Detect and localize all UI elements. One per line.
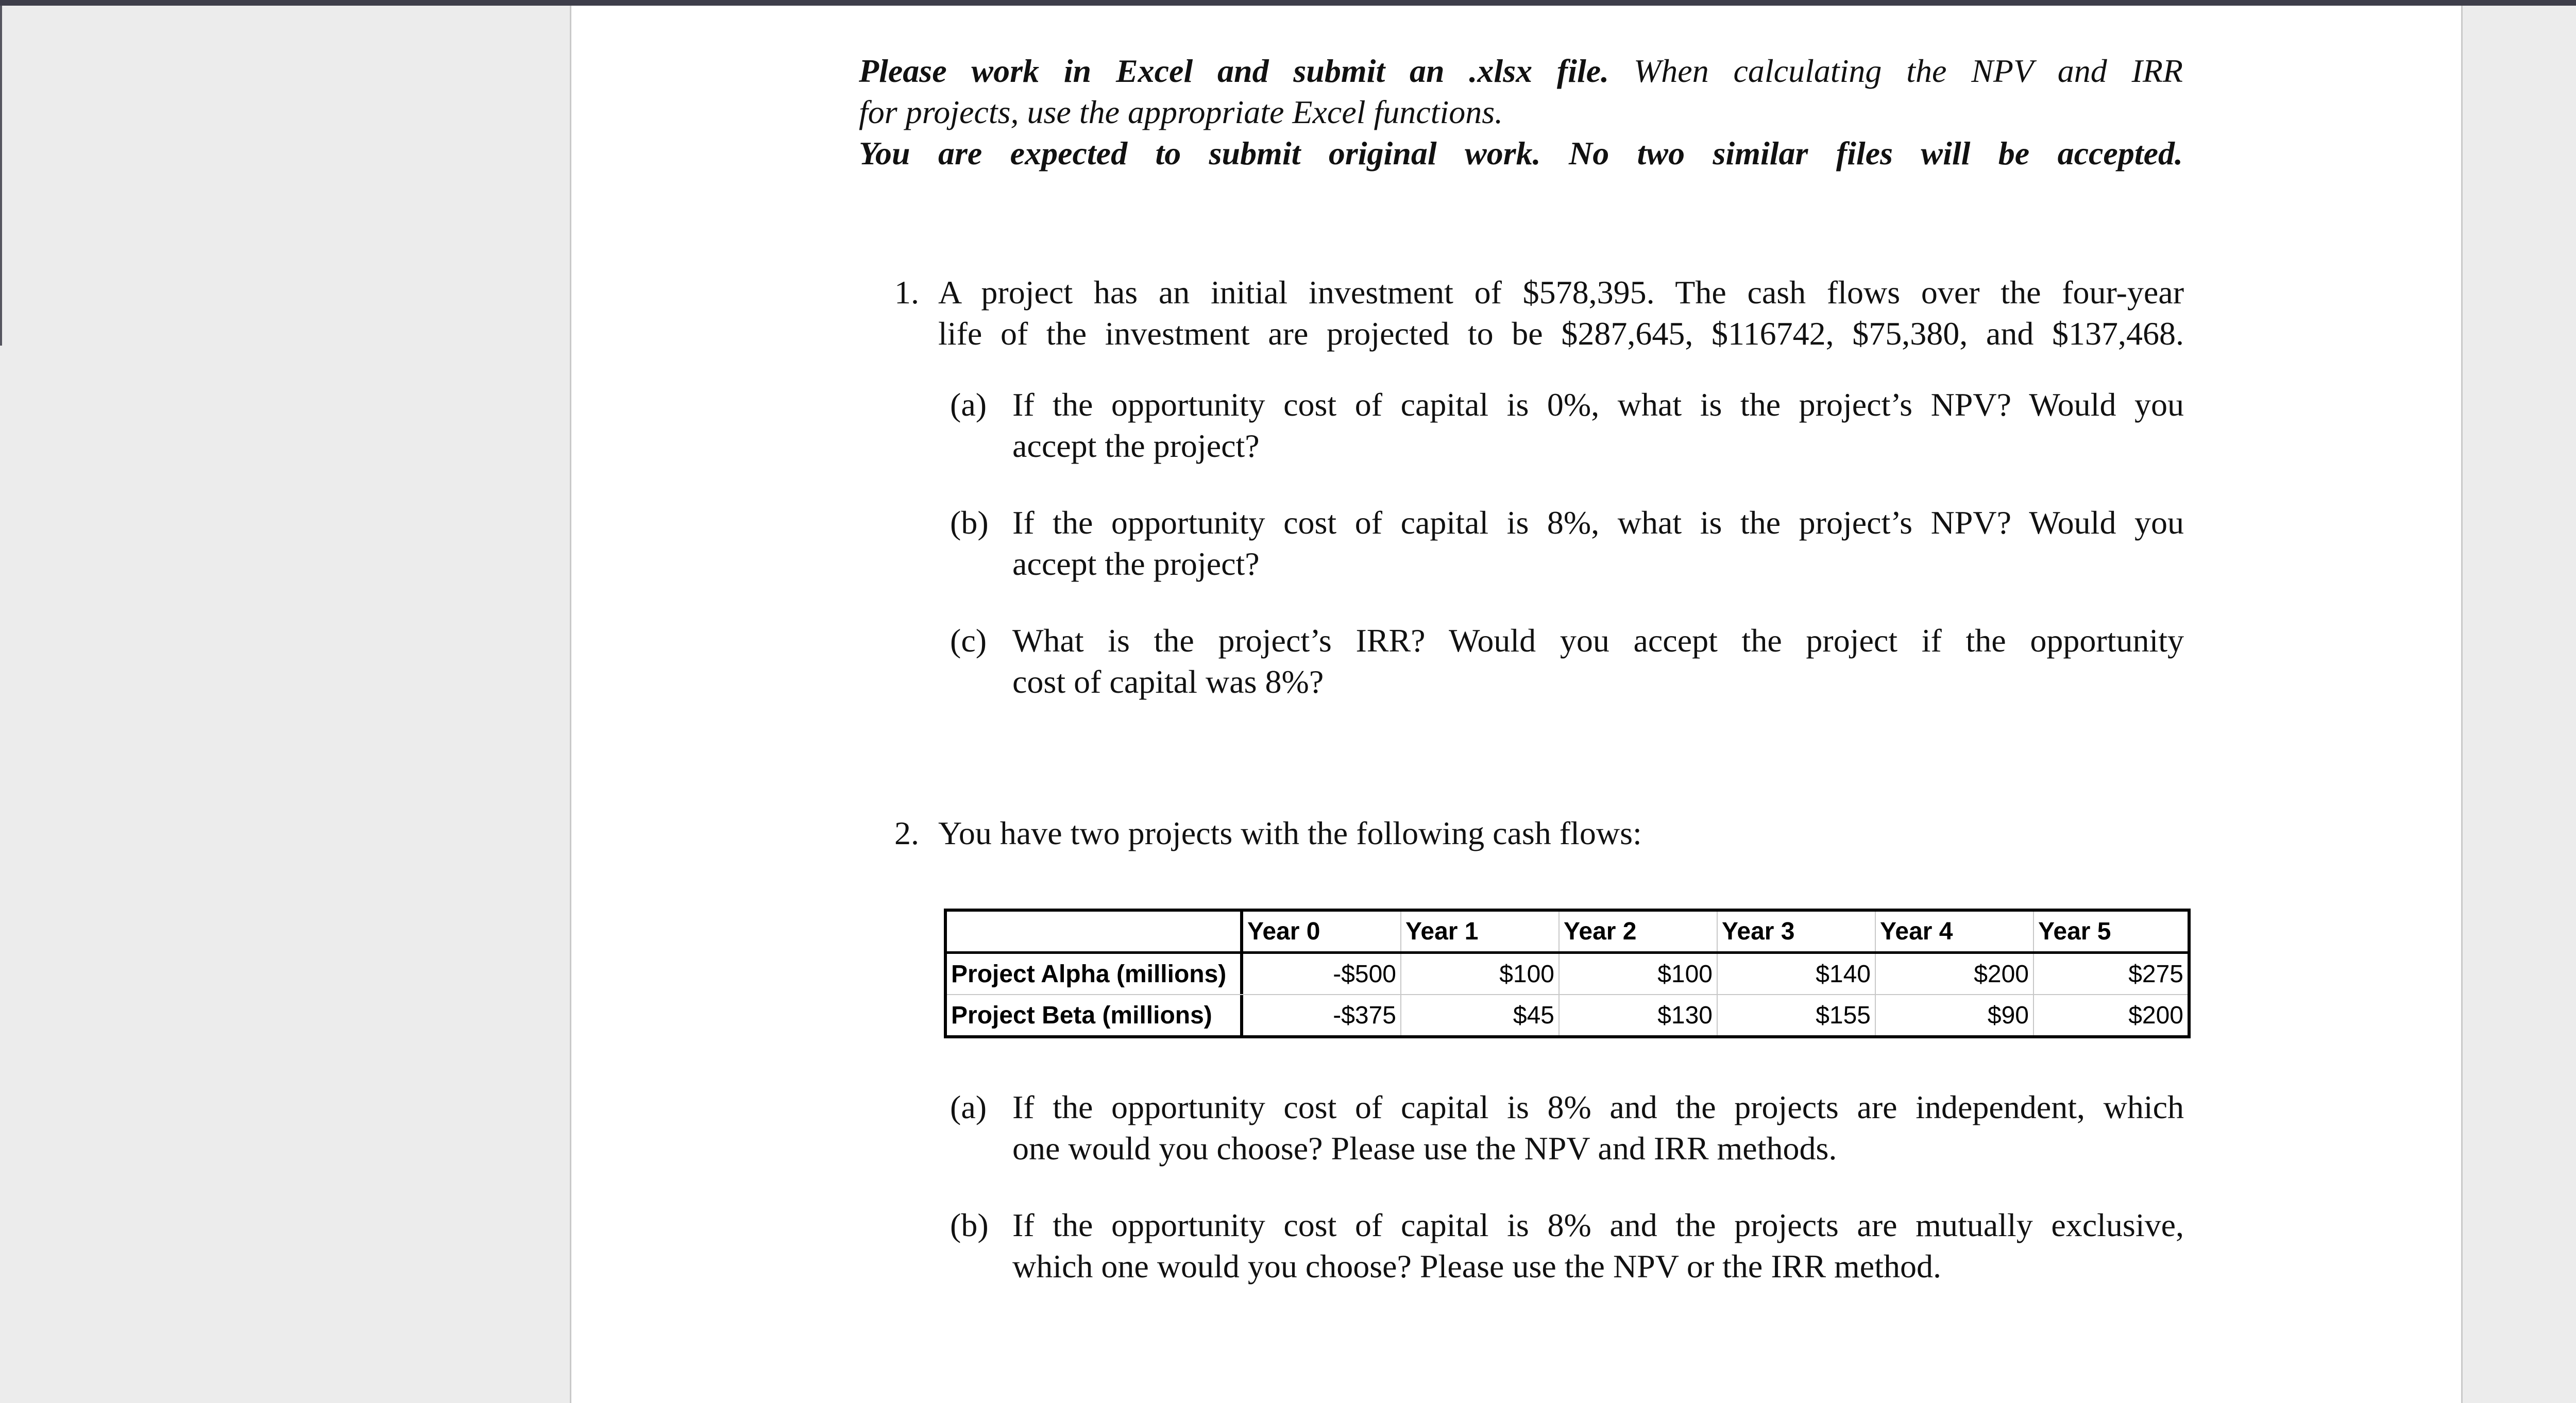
- table-row: [947, 954, 2188, 995]
- instructions-line-3: You are expected to submit original work. No two similar files will be accepted.: [859, 135, 2183, 172]
- question-1-number: 1.: [894, 274, 919, 311]
- question-1c-line-1: What is the project’s IRR? Would you accept the project if the opportunity: [1012, 622, 2184, 659]
- table-cell: $140: [1718, 954, 1876, 994]
- question-1b-line-2: accept the project?: [1012, 545, 1260, 582]
- instructions: [859, 50, 2183, 174]
- table-cell: $200: [1876, 954, 2034, 994]
- table-header-cell: Year 3: [1718, 912, 1876, 951]
- table-row-label: Project Alpha (millions): [947, 954, 1243, 994]
- question-2a-label: (a): [950, 1089, 987, 1125]
- question-1b-label: (b): [950, 504, 989, 541]
- question-1a-label: (a): [950, 386, 987, 423]
- table-cell: $155: [1718, 995, 1876, 1035]
- table-cell: $130: [1560, 995, 1718, 1035]
- instructions-line-2: for projects, use the appropriate Excel functions.: [859, 94, 1503, 130]
- document-page: [570, 6, 2463, 1403]
- table-cell: $100: [1560, 954, 1718, 994]
- question-1b-line-1: If the opportunity cost of capital is 8%, what is the project’s NPV? Would you: [1012, 504, 2184, 541]
- cash-flow-table: [944, 909, 2191, 1038]
- instructions-bold-text: Please work in Excel and submit an .xlsx file.: [859, 53, 1609, 89]
- left-edge-strip: [0, 6, 2, 346]
- table-cell: $275: [2128, 960, 2183, 988]
- question-1-line-1: A project has an initial investment of $578,395. The cash flows over the four-year: [938, 274, 2184, 311]
- instructions-line-1: [859, 50, 2183, 92]
- table-cell: $45: [1401, 995, 1560, 1035]
- table-header-cell: Year 5: [2038, 918, 2111, 945]
- question-2-number: 2.: [894, 815, 919, 851]
- question-1c-label: (c): [950, 622, 987, 659]
- question-1c-line-2: cost of capital was 8%?: [1012, 663, 1324, 700]
- question-2b-line-1: If the opportunity cost of capital is 8% and the projects are mutually exclusive,: [1012, 1207, 2184, 1243]
- question-1c-text: [1012, 620, 2184, 703]
- table-header-cell: Year 4: [1876, 912, 2034, 951]
- table-row-label: Project Beta (millions): [947, 995, 1243, 1035]
- question-2a-line-2: one would you choose? Please use the NPV and IRR methods.: [1012, 1130, 1837, 1167]
- table-cell: $90: [1876, 995, 2034, 1035]
- question-1b-text: [1012, 502, 2184, 585]
- question-2a-line-1: If the opportunity cost of capital is 8% and the projects are independent, which: [1012, 1089, 2184, 1125]
- table-cell: $100: [1401, 954, 1560, 994]
- question-2a-text: [1012, 1087, 2184, 1169]
- table-row: [947, 995, 2188, 1035]
- table-header-cell: [947, 912, 1243, 951]
- question-2b-line-2: which one would you choose? Please use the NPV or the IRR method.: [1012, 1248, 1941, 1285]
- table-header-row: [947, 912, 2188, 954]
- question-1-line-2: life of the investment are projected to be $287,645, $116742, $75,380, and $137,468.: [938, 315, 2184, 352]
- table-header-cell: Year 1: [1401, 912, 1560, 951]
- question-1a-text: [1012, 384, 2184, 467]
- table-cell: -$500: [1243, 954, 1401, 994]
- question-1a-line-1: If the opportunity cost of capital is 0%, what is the project’s NPV? Would you: [1012, 386, 2184, 423]
- table-header-cell: Year 0: [1243, 912, 1401, 951]
- table-cell: $200: [2128, 1001, 2183, 1029]
- question-1-text: [938, 272, 2184, 354]
- instructions-rest-text: When calculating the NPV and IRR: [1609, 53, 2183, 89]
- table-cell: -$375: [1243, 995, 1401, 1035]
- question-2b-text: [1012, 1205, 2184, 1287]
- window-top-bar: [0, 0, 2576, 6]
- question-2b-label: (b): [950, 1207, 989, 1243]
- question-2-text: [938, 813, 2184, 854]
- question-2-line-1: You have two projects with the following cash flows:: [938, 815, 1642, 851]
- table-header-cell: Year 2: [1560, 912, 1718, 951]
- question-1a-line-2: accept the project?: [1012, 427, 1260, 464]
